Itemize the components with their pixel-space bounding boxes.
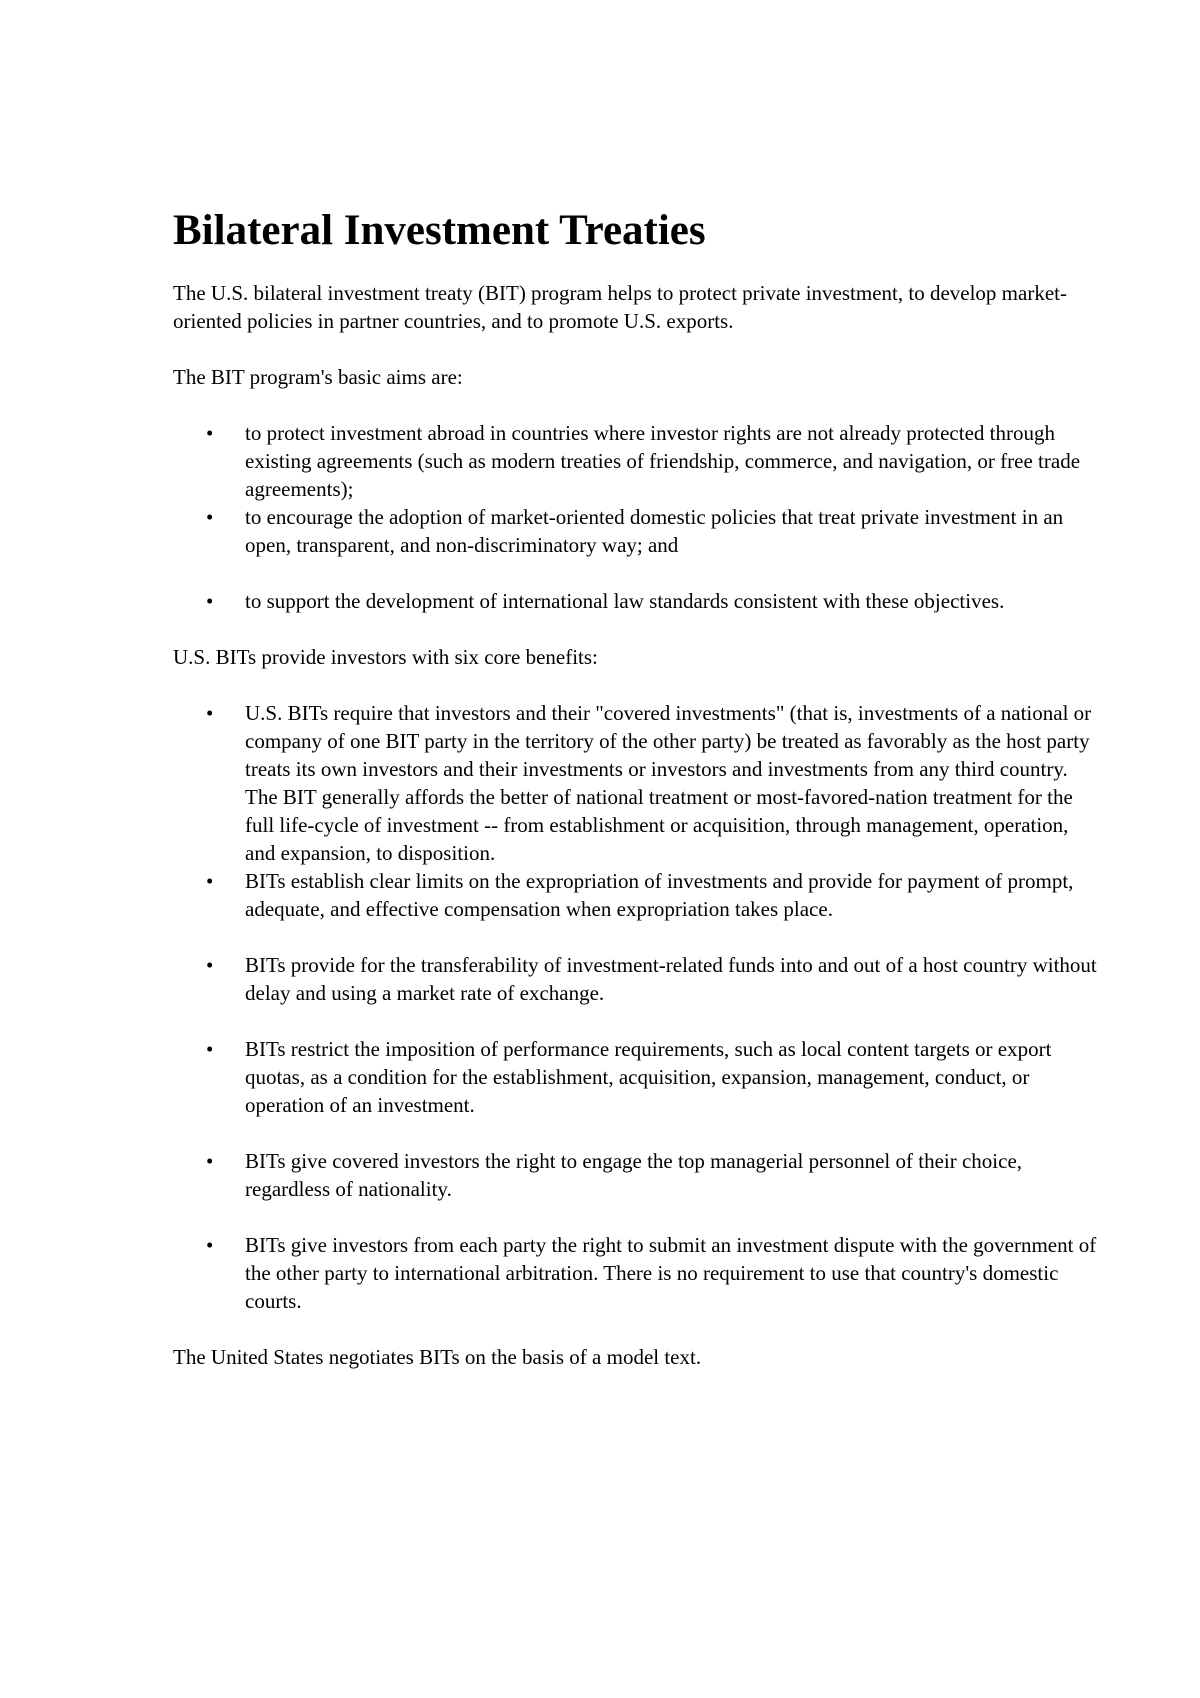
benefits-item-text: BITs give investors from each party the right to submit an investment dispute with the government of the other party to international arbitration. There is no requirement to use that country's domestic courts. (245, 1233, 1097, 1313)
benefits-list-item (173, 867, 1103, 923)
benefits-list-item (173, 699, 1103, 867)
bullet-icon: • (206, 1233, 214, 1257)
aims-list-item (173, 587, 1103, 615)
benefits-list (173, 699, 1103, 1315)
bullet-icon: • (206, 505, 214, 529)
benefits-item-text: U.S. BITs require that investors and their "covered investments" (that is, investments of a national or company of one BIT party in the territory of the other party) be treated as favorably as the host party treats its own investors and their investments or investors and investments from any third country. The BIT generally affords the better of national treatment or most-favored-nation treatment for the full life-cycle of investment -- from establishment or acquisition, through management, operation, and expansion, to disposition. (245, 701, 1092, 865)
aims-list-item (173, 503, 1103, 559)
intro-paragraph: The U.S. bilateral investment treaty (BIT) program helps to protect private investment, to develop market-oriented policies in partner countries, and to promote U.S. exports. (173, 281, 1067, 333)
benefits-item-text: BITs provide for the transferability of investment-related funds into and out of a host country without delay and using a market rate of exchange. (245, 953, 1097, 1005)
benefits-item-text: BITs establish clear limits on the expropriation of investments and provide for payment of prompt, adequate, and effective compensation when expropriation takes place. (245, 869, 1074, 921)
bullet-icon: • (206, 869, 214, 893)
bullet-icon: • (206, 1037, 214, 1061)
benefits-item-text: BITs give covered investors the right to engage the top managerial personnel of their choice, regardless of nationality. (245, 1149, 1023, 1201)
benefits-list-item (173, 1147, 1103, 1203)
aims-item-text: to support the development of international law standards consistent with these objectives. (245, 589, 1005, 613)
bullet-icon: • (206, 701, 214, 725)
bullet-icon: • (206, 589, 214, 613)
benefits-list-item (173, 951, 1103, 1007)
document-title: Bilateral Investment Treaties (173, 207, 706, 254)
bullet-icon: • (206, 953, 214, 977)
benefits-list-item (173, 1035, 1103, 1119)
aims-item-text: to encourage the adoption of market-oriented domestic policies that treat private investment in an open, transparent, and non-discriminatory way; and (245, 505, 1064, 557)
bullet-icon: • (206, 421, 214, 445)
document-page (173, 205, 1103, 1399)
benefits-heading: U.S. BITs provide investors with six core benefits: (173, 645, 598, 669)
aims-list-item (173, 419, 1103, 503)
benefits-item-text: BITs restrict the imposition of performance requirements, such as local content targets or export quotas, as a condition for the establishment, acquisition, expansion, management, conduct, or operation of an investment. (245, 1037, 1052, 1117)
bullet-icon: • (206, 1149, 214, 1173)
closing-paragraph: The United States negotiates BITs on the basis of a model text. (173, 1345, 702, 1369)
aims-item-text: to protect investment abroad in countries where investor rights are not already protected through existing agreements (such as modern treaties of friendship, commerce, and navigation, or free trade agreements); (245, 421, 1081, 501)
aims-heading: The BIT program's basic aims are: (173, 365, 463, 389)
aims-list (173, 419, 1103, 615)
benefits-list-item (173, 1231, 1103, 1315)
